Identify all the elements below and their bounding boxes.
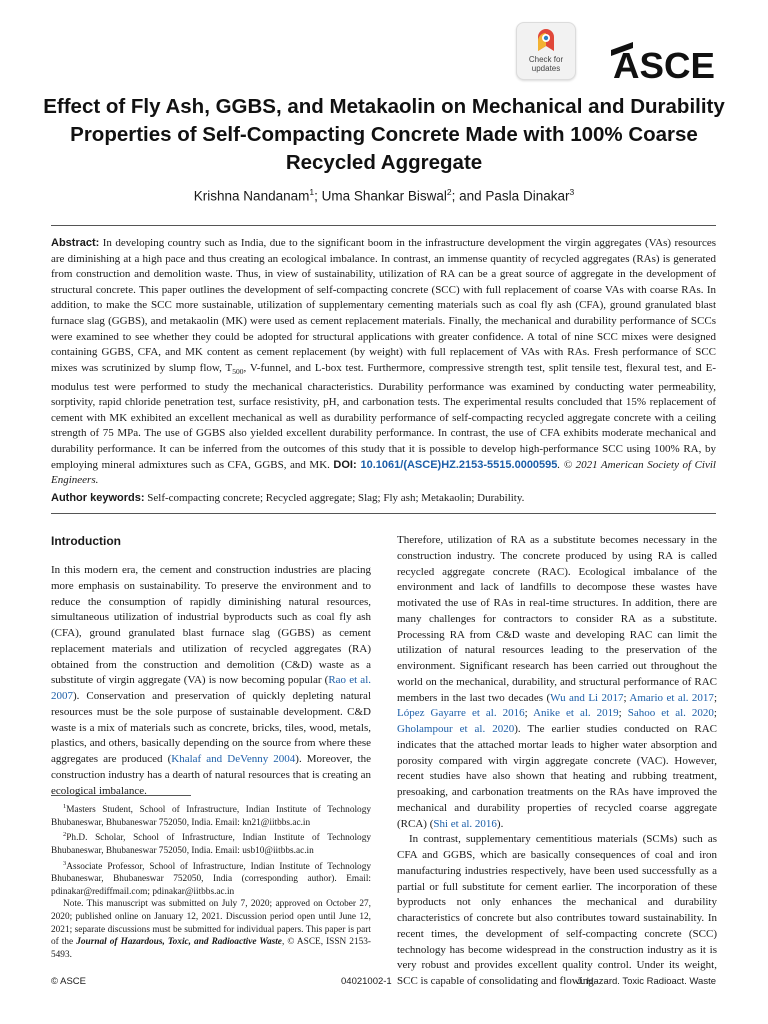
check-for-updates-badge[interactable] <box>516 22 576 80</box>
note-text: Note. This manuscript was submitted on July 7, 2020; approved on October 27, 2020; published online on January 12, 2021. Discussion period open until June 12, 2021; separate discussions must be submitted for individual papers. This paper is part of the <box>51 899 371 948</box>
check-for-updates-icon <box>535 29 557 53</box>
text-run: ; <box>524 707 534 720</box>
abstract-body-continued: , V-funnel, and L-box test. Furthermore, compressive strength test, split tensile test, flexural test, and E-modulus test were performed to study the mechanical characteristics. Durability performance was examined by conducting water permeability, sorptivity, rapid chloride penetration test, surface resistivity, pH, and carbonation tests. The experimental results concluded that 15% replacement of cement with MK exhibited an excellent mechanical as well as durability performance of self-compacting recycled aggregate concrete with a ceiling strength of 75 MPa. The use of GGBS also yielded excellent durability performance. In contrast, the use of CFA exhibits moderate mechanical and durability performance. It can be inferred from the outcomes of this study that it is possible to develop high-performance SCC using 100% RA, by employing mineral admixtures such as CFA, GGBS, and MK. <box>51 361 716 471</box>
doi-link[interactable]: 10.1061/(ASCE)HZ.2153-5515.0000595 <box>356 458 558 471</box>
citation-link[interactable]: Wu and Li 2017 <box>550 691 624 704</box>
author-2: Uma Shankar Biswal <box>321 188 447 204</box>
citation-link[interactable]: López Gayarre et al. 2016 <box>397 707 525 720</box>
text-run: ; <box>618 707 628 720</box>
text-run: ). Conservation and preservation of quickly depleting natural resources must be the sole purpose of sustainable development. C&D waste is a mix of materials such as concrete, bricks, tiles, wood, metals, plastics, and others, basically depending on the source from where these aggregates are produced ( <box>51 690 371 765</box>
paragraph <box>397 533 717 832</box>
abstract <box>51 236 716 489</box>
submission-note <box>51 898 371 961</box>
citation-link[interactable]: Shi et al. 2016 <box>433 817 497 830</box>
author-1: Krishna Nandanam <box>193 188 310 204</box>
note-text: , © ASCE, ISSN 2153-5493. <box>51 937 371 960</box>
text-run: ; <box>623 691 630 704</box>
footnote-marker: 1 <box>63 803 67 810</box>
footer-article-number: 04021002-1 <box>341 976 392 987</box>
text-run: Therefore, utilization of RA as a substitute becomes necessary in the construction industry. The concrete produced by using RA is called recycled aggregate concrete (RAC). Ecological imbalance of the environment and lack of landfills to decompose these wastes have motivated the use of RAs in real-time structures. In addition, there are many challenges for contractors to consider RA as a substitute. Processing RA from C&D waste and developing RAC can limit the utilization of natural resources leading to the preservation of the environment. Significant research has been carried out throughout the world on the mechanical, durability, and structural performance of RAC members in the last two decades ( <box>397 534 717 704</box>
asce-logo <box>611 40 717 82</box>
right-column <box>397 533 717 990</box>
text-run: ). The earlier studies conducted on RAC indicates that the attached mortar leads to higher water absorption and porosity compared with virgin aggregate concrete (VAC). However, recent studies have also shown that heating and rubbing treatment, presoaking, and carbonation treatments on the RAs have improved the mechanical and durability properties of recycled coarse aggregate (RCA) ( <box>397 723 718 830</box>
citation-link[interactable]: Rao et al. 2007 <box>51 674 371 702</box>
citation-link[interactable]: Amario et al. 2017 <box>629 691 714 704</box>
author-1-affiliation: 1 <box>309 187 315 197</box>
left-column <box>51 563 371 799</box>
citation-link[interactable]: Gholampour et al. 2020 <box>397 723 515 735</box>
badge-label <box>517 55 575 73</box>
footer-publisher: © ASCE <box>51 976 86 987</box>
paragraph: In contrast, supplementary cementitious materials (SCMs) such as CFA and GGBS, which are basically consequences of coal and iron manufacturing industries respectively, have been used successfully as a partial or full substitute for cement earlier. The incorporation of these byproducts not only enhances the mechanical and durability characteristics of concrete but also contributes toward sustainability. In recent times, the development of self-compacting concrete (SCC) technology has become widespread in the construction industry as it is very robust and provides excellent quality control. Under its weight, SCC is capable of consolidating and flowing <box>397 833 717 987</box>
footnote-3 <box>51 858 371 899</box>
journal-name: Journal of Hazardous, Toxic, and Radioactive Waste <box>76 937 282 948</box>
paragraph <box>51 563 371 799</box>
abstract-bottom-rule <box>51 513 716 514</box>
paper-title: Effect of Fly Ash, GGBS, and Metakaolin on Mechanical and Durability Properties of Self-Compacting Concrete Made with 100% Coarse Recycled Aggregate <box>43 95 725 174</box>
author-keywords <box>51 491 716 506</box>
abstract-top-rule <box>51 225 716 226</box>
footnote-1 <box>51 801 371 829</box>
footnote-marker: 3 <box>63 859 67 867</box>
footnote-text: Masters Student, School of Infrastructure, Indian Institute of Technology Bhubaneswar, Bhubaneswar 752050, India. Email: kn21@iitbbs.ac.in <box>51 805 371 828</box>
author-2-affiliation: 2 <box>446 187 452 197</box>
footnote-marker: 2 <box>63 831 67 839</box>
doi-label: DOI: <box>333 458 357 471</box>
footnote-2 <box>51 829 371 857</box>
footnote-text: Ph.D. Scholar, School of Infrastructure, Indian Institute of Technology Bhubaneswar, Bhubaneswar 752050, India. Email: usb10@iitbbs.ac.in <box>51 833 371 856</box>
citation-link[interactable]: Sahoo et al. 2020 <box>627 707 714 720</box>
footer-journal: J. Hazard. Toxic Radioact. Waste <box>576 976 716 987</box>
page-footer <box>51 976 716 992</box>
author-3: Pasla Dinakar <box>485 188 570 204</box>
abstract-label: Abstract: <box>51 237 100 249</box>
footnote-rule <box>51 795 191 796</box>
author-line <box>40 183 728 206</box>
abstract-body: In developing country such as India, due to the significant boom in the infrastructure development the virgin aggregates (VAs) resources are diminishing at a high pace and thus creating an ecological imbalance. In contrast, an immense quantity of recycled aggregates (RAs) is generated from construction and demolition waste. Thus, in view of sustainability, utilization of RA can be a great source of aggregate in the development of structural concrete. This paper outlines the development of self-compacting concrete (SCC) with full replacement of coarse VAs with coarse RAs. In addition, to make the SCC more sustainable, utilization of supplementary cementing materials such as coal fly ash (CFA), ground granulated blast furnace slag (GGBS), and metakaolin (MK) were used as cement replacement materials. Finally, the mechanical and durability performance of SCCs were examined to see whether they could be adopted for structural applications with greater confidence. A total of nine SCC mixes were designed containing GGBS, CFA, and MK content as cement replacement (by weight) with full replacement of VAs with RAs. Fresh performance of SCC mixes was scrutinized by slump flow, T <box>51 237 716 374</box>
text-run: ). <box>496 817 504 830</box>
author-separator: ; <box>314 188 322 204</box>
citation-link[interactable]: Khalaf and DeVenny 2004 <box>171 753 296 765</box>
citation-link[interactable]: Anike et al. 2019 <box>533 707 619 720</box>
text-run: ; <box>713 707 717 720</box>
badge-line-1: Check for <box>528 55 564 64</box>
text-run: ). Moreover, the construction industry has a dearth of natural resources that is creating an ecological imbalance. <box>51 753 371 797</box>
author-separator: ; and <box>451 188 486 204</box>
footnote-text: Associate Professor, School of Infrastructure, Indian Institute of Technology Bhubaneswar, Bhubaneswar 752050, India (corresponding author). Email: pdinakar@rediffmail.com; pdinakar@iitbbs.ac.in <box>51 861 371 897</box>
text-run: In this modern era, the cement and construction industries are placing more emphasis on sustainability. To preserve the environment and to reduce the consumption of rapidly diminishing natural resources, simultaneous utilization of industrial byproducts such as coal fly ash (CFA), ground granulated blast furnace slag (GGBS) as cement replacement materials and utilization of recycled aggregates (RA) obtained from the construction and demolition (C&D) waste as a substitute of virgin aggregate (VA) is now becoming popular ( <box>51 564 371 687</box>
copyright-notice: . © 2021 American Society of Civil Engineers. <box>51 458 716 487</box>
logo-text: ASCE <box>613 45 715 82</box>
text-run: ; <box>713 691 717 704</box>
keywords-label: Author keywords: <box>51 492 145 504</box>
author-3-affiliation: 3 <box>569 187 575 197</box>
footnotes <box>51 801 371 961</box>
section-heading-introduction: Introduction <box>51 534 121 548</box>
abstract-subscript: 500 <box>232 366 244 376</box>
keywords-text: Self-compacting concrete; Recycled aggregate; Slag; Fly ash; Metakaolin; Durability. <box>144 492 525 504</box>
badge-line-2: updates <box>531 64 561 73</box>
